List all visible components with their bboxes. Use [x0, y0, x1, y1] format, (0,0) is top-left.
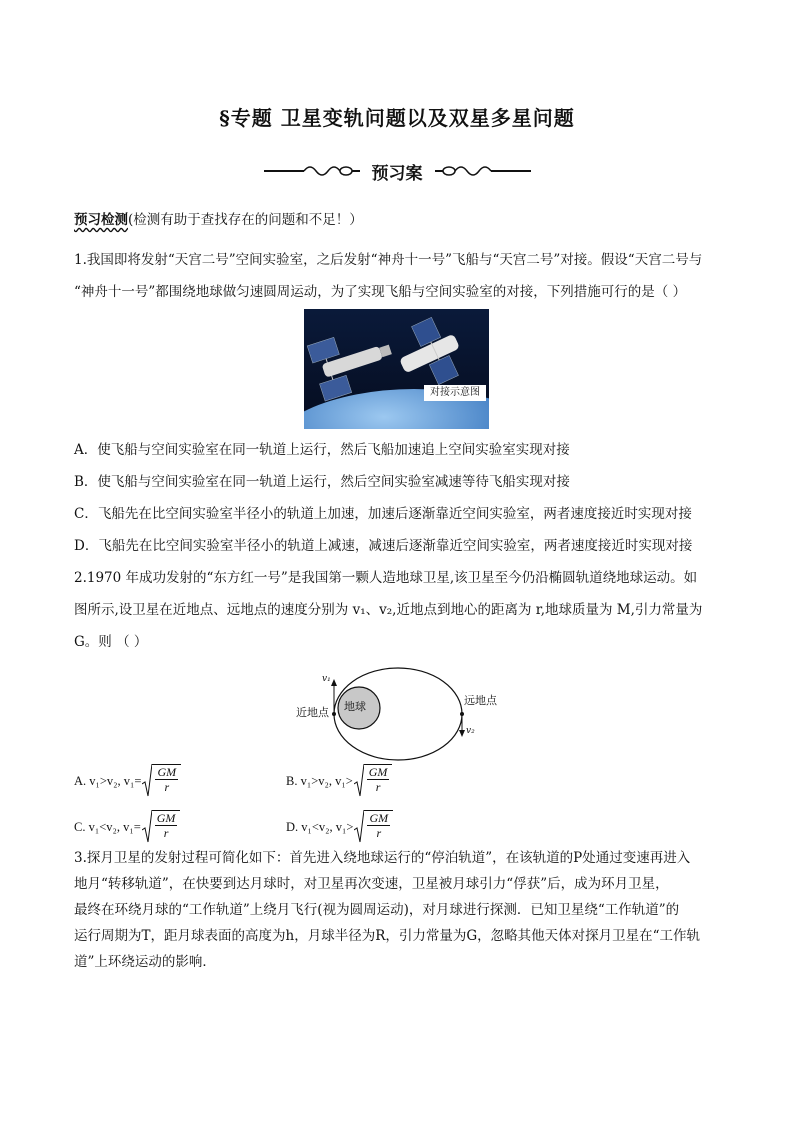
- image-caption: 对接示意图: [430, 387, 480, 398]
- q2-option-d: [286, 810, 393, 844]
- sqrt-icon: [142, 764, 181, 798]
- v2-label: v₂: [466, 726, 475, 736]
- v1-label: v₁: [322, 674, 331, 684]
- q2-option-c: [74, 810, 180, 844]
- q2-line-3: G。则 （ ）: [74, 634, 148, 650]
- ornament-right-icon: [435, 161, 531, 181]
- q3-line-2: 地月“转移轨道”，在快要到达月球时，对卫星再次变速，卫星被月球引力“俘获”后，成为环月卫星，: [74, 876, 669, 892]
- pre-check-note: (检测有助于查找存在的问题和不足！）: [128, 212, 363, 228]
- pre-check-heading: [74, 210, 734, 230]
- page-title: §专题 卫星变轨问题以及双星多星问题: [219, 106, 575, 130]
- sqrt-icon: [354, 810, 393, 844]
- fraction-numerator: GM: [156, 811, 176, 825]
- earth-label: 地球: [344, 700, 366, 713]
- orbit-diagram: [290, 662, 510, 772]
- q3-line-1: 3.探月卫星的发射过程可简化如下：首先进入绕地球运行的“停泊轨道”，在该轨道的P处通过变速再进入: [74, 850, 691, 866]
- fraction-denominator: r: [163, 826, 169, 840]
- q2-option-b: [286, 764, 392, 798]
- docking-illustration: [304, 309, 489, 429]
- perigee-label: 近地点: [296, 706, 329, 719]
- q2-option-b-text: B. v₁>v₂, v₁>: [286, 773, 353, 788]
- pre-check-keyword: 预习检测: [74, 212, 128, 228]
- apogee-label: 远地点: [464, 694, 497, 707]
- fraction-denominator: r: [375, 780, 381, 794]
- q1-option-b: B．使飞船与空间实验室在同一轨道上运行，然后空间实验室减速等待飞船实现对接: [74, 474, 570, 490]
- q1-option-c: C．飞船先在比空间实验室半径小的轨道上加速，加速后逐渐靠近空间实验室，两者速度接近时实现对接: [74, 506, 692, 522]
- fraction-numerator: GM: [368, 765, 388, 779]
- fraction-numerator: GM: [369, 811, 389, 825]
- q3-line-4: 运行周期为T，距月球表面的高度为h，月球半径为R，引力常量为G，忽略其他天体对探月卫星在“工作轨: [74, 928, 701, 944]
- q2-option-a-text: A. v₁>v₂, v₁=: [74, 773, 142, 788]
- fraction-numerator: GM: [157, 765, 177, 779]
- q1-option-a: A．使飞船与空间实验室在同一轨道上运行，然后飞船加速追上空间实验室实现对接: [74, 442, 570, 458]
- q3-line-3: 最终在环绕月球的“工作轨道”上绕月飞行(视为圆周运动)，对月球进行探测．已知卫星绕“工作轨道”的: [74, 902, 680, 918]
- ornament-left-icon: [264, 161, 360, 181]
- fraction-denominator: r: [164, 780, 170, 794]
- section-header: [0, 158, 794, 184]
- q1-line-1: 1.我国即将发射“天宫二号”空间实验室，之后发射“神舟十一号”飞船与“天宫二号”对接。假设“天宫二号与: [74, 252, 703, 268]
- section-label: 预习案: [371, 163, 423, 184]
- q2-option-c-text: C. v₁<v₂, v₁=: [74, 819, 141, 834]
- q3-line-5: 道”上环绕运动的影响．: [74, 954, 216, 970]
- q1-line-2: “神舟十一号”都围绕地球做匀速圆周运动，为了实现飞船与空间实验室的对接，下列措施可行的是（ ）: [74, 284, 687, 300]
- q2-option-d-text: D. v₁<v₂, v₁>: [286, 819, 354, 834]
- sqrt-icon: [354, 764, 393, 798]
- q1-option-d: D．飞船先在比空间实验室半径小的轨道上减速，减速后逐渐靠近空间实验室，两者速度接近时实现对接: [74, 538, 693, 554]
- q2-line-1: 2.1970 年成功发射的“东方红一号”是我国第一颗人造地球卫星,该卫星至今仍沿椭圆轨道绕地球运动。如: [74, 570, 698, 586]
- sqrt-icon: [142, 810, 181, 844]
- q2-line-2: 图所示,设卫星在近地点、远地点的速度分别为 v₁、v₂,近地点到地心的距离为 r,地球质量为 M,引力常量为: [74, 602, 703, 618]
- fraction-denominator: r: [376, 826, 382, 840]
- q2-option-a: [74, 764, 181, 798]
